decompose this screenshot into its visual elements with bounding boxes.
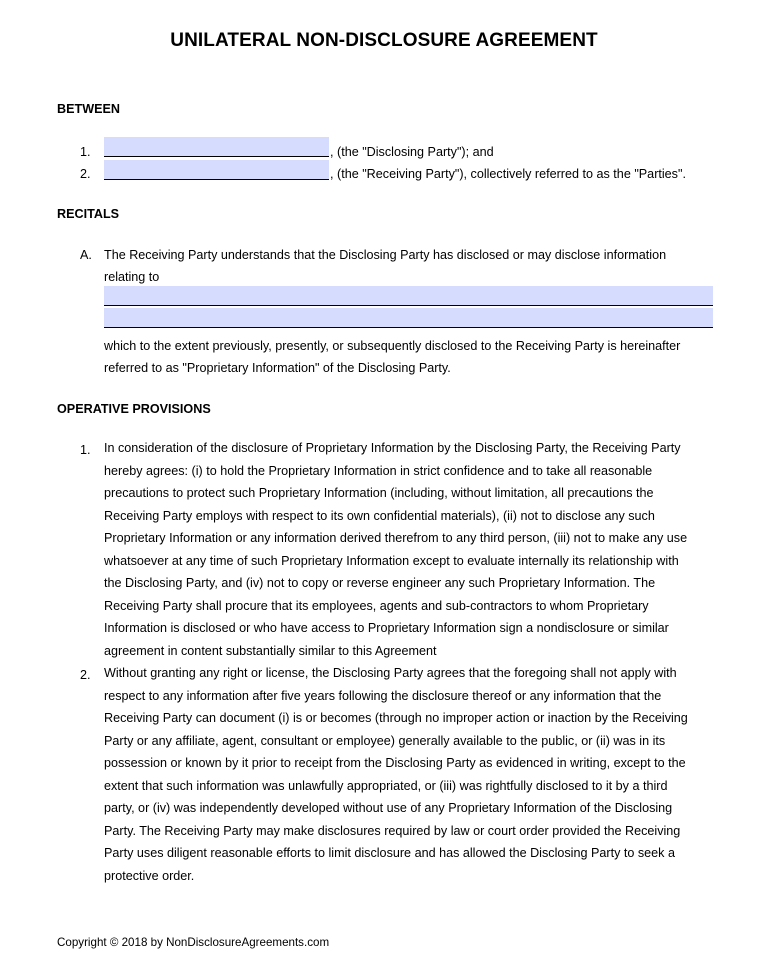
provision-2-line: Party or any affiliate, agent, consultant or employee) generally available to the public, or (ii) was in its — [104, 733, 666, 748]
receiving-party-field[interactable] — [104, 160, 329, 180]
provision-2-line: respect to any information after five years following the disclosure thereof or any information that the — [104, 688, 662, 703]
provision-2-line: Party uses diligent reasonable efforts to limit disclosure and has allowed the Disclosing Party to seek a — [104, 846, 675, 860]
disclosing-party-field[interactable] — [104, 137, 329, 157]
provision-1-line: the Disclosing Party, and (iv) not to copy or reverse engineer any such Proprietary Information. The — [104, 576, 656, 590]
provision-2-text — [104, 662, 724, 887]
provision-1-line: precautions to protect such Proprietary Information (including, without limitation, all precautions the — [104, 486, 654, 500]
provision-1-line: Receiving Party shall procure that its employees, agents and sub-contractors to whom Proprietary — [104, 598, 649, 613]
provision-1-line: In consideration of the disclosure of Proprietary Information by the Disclosing Party, the Receiving Party — [104, 441, 681, 455]
provision-1-text — [104, 437, 724, 662]
party-2-text: , (the "Receiving Party"), collectively referred to as the "Parties". — [330, 167, 686, 181]
document-title: UNILATERAL NON-DISCLOSURE AGREEMENT — [170, 30, 598, 51]
recitals-heading: RECITALS — [57, 207, 120, 221]
provision-1-line: Proprietary Information or any information derived therefrom to any third person, (iii) not to make any use — [104, 531, 688, 545]
provision-1-number: 1. — [80, 443, 91, 457]
provision-2-line: Without granting any right or license, the Disclosing Party agrees that the foregoing shall not apply with — [104, 666, 677, 680]
provision-1-line: Receiving Party employs with respect to its own confidential materials), (ii) not to disclose any such — [104, 508, 655, 523]
provision-2-number: 2. — [80, 668, 91, 682]
information-subject-field-2[interactable] — [104, 308, 713, 328]
provision-2-line: party, or (iv) was independently developed without use of any Proprietary Information of the Disclosing — [104, 801, 673, 815]
provision-2-line: Party. The Receiving Party may make disclosures required by law or court order provided the Receiving — [104, 823, 681, 838]
party-2-number: 2. — [80, 167, 91, 181]
recital-a-letter: A. — [80, 248, 92, 262]
operative-heading: OPERATIVE PROVISIONS — [57, 402, 211, 416]
provision-2-line: Receiving Party can document (i) is or becomes (through no improper action or inaction by the Receiving — [104, 711, 688, 725]
between-heading: BETWEEN — [57, 102, 120, 116]
party-1-text: , (the "Disclosing Party"); and — [330, 145, 494, 159]
provision-1-line: hereby agrees: (i) to hold the Proprietary Information in strict confidence and to take all reasonable — [104, 463, 653, 478]
recital-a-line-1: The Receiving Party understands that the Disclosing Party has disclosed or may disclose information — [104, 248, 667, 262]
provision-2-line: possession or known by it prior to receipt from the Disclosing Party as evidenced in writing, except to the — [104, 756, 686, 770]
provision-1-line: agreement in content substantially similar to this Agreement — [104, 643, 437, 658]
recital-a-line-2: relating to — [104, 270, 160, 284]
provision-2-line: protective order. — [104, 868, 195, 883]
party-1-number: 1. — [80, 145, 91, 159]
provision-1-line: whatsoever at any time of such Proprietary Information except to evaluate internally its relationship with — [104, 553, 679, 568]
copyright-footer: Copyright © 2018 by NonDisclosureAgreements.com — [57, 936, 330, 949]
recital-a-tail-2: referred to as "Proprietary Information" of the Disclosing Party. — [104, 361, 451, 375]
recital-a-tail-1: which to the extent previously, presently, or subsequently disclosed to the Receiving Party is hereinafter — [104, 339, 681, 353]
provision-2-line: extent that such information was unlawfully appropriated, or (iii) was rightfully disclosed to it by a third — [104, 778, 668, 793]
information-subject-field-1[interactable] — [104, 286, 713, 306]
provision-1-line: Information is disclosed or who have access to Proprietary Information sign a nondisclosure or similar — [104, 621, 669, 635]
